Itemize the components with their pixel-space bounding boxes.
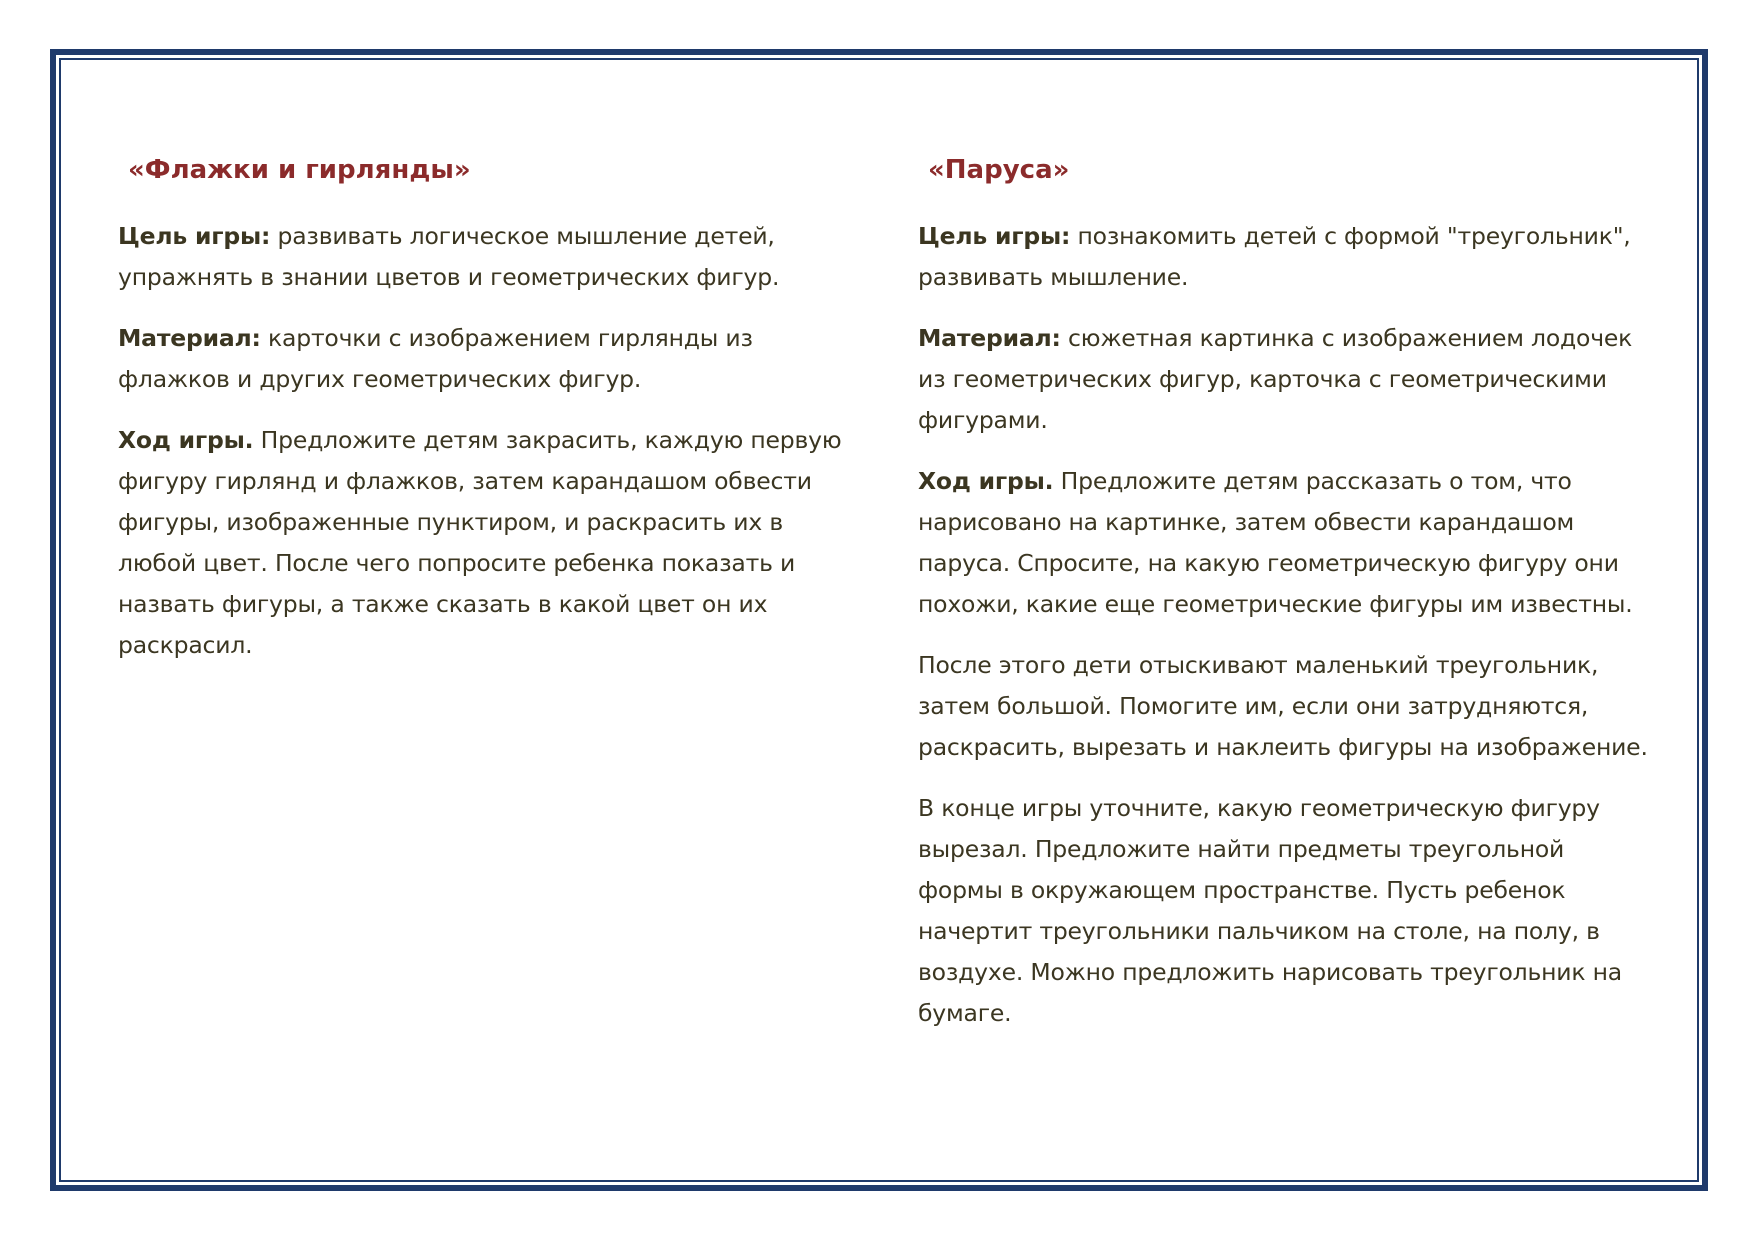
process-text: Предложите детям рассказать о том, что нарисовано на картинке, затем обвести карандашом паруса. Спросите, на какую геометрическую фигуру они похожи, какие еще геометрические фигуры им известны.	[918, 467, 1633, 618]
game-paragraph: После этого дети отыскивают маленький треугольник, затем большой. Помогите им, если они затрудняются, раскрасить, вырезать и наклеить фигуры на изображение.	[918, 651, 1648, 761]
goal-text: познакомить детей с формой "треугольник", развивать мышление.	[918, 222, 1631, 291]
game-goal	[118, 216, 858, 298]
material-label: Материал:	[918, 324, 1061, 352]
process-label: Ход игры.	[918, 467, 1054, 495]
goal-label: Цель игры:	[118, 222, 271, 250]
material-text: карточки с изображением гирлянды из флажков и других геометрических фигур.	[118, 324, 753, 393]
game-process	[118, 420, 858, 666]
game-goal	[918, 216, 1648, 298]
game-title: «Паруса»	[928, 155, 1070, 185]
game-card-sails	[918, 150, 1648, 1054]
material-text: сюжетная картинка с изображением лодочек из геометрических фигур, карточка с геометрическими фигурами.	[918, 324, 1633, 434]
process-label: Ход игры.	[118, 426, 254, 454]
process-text: Предложите детям закрасить, каждую первую фигуру гирлянд и флажков, затем карандашом обвести фигуры, изображенные пунктиром, и раскрасить их в любой цвет. После чего попросите ребенка показать и назвать фигуры, а также сказать в какой цвет он их раскрасил.	[118, 426, 842, 659]
goal-label: Цель игры:	[918, 222, 1071, 250]
material-label: Материал:	[118, 324, 261, 352]
game-title: «Флажки и гирлянды»	[128, 155, 471, 185]
game-material	[918, 318, 1648, 441]
game-process	[918, 461, 1648, 625]
goal-text: развивать логическое мышление детей, упражнять в знании цветов и геометрических фигур.	[118, 222, 780, 291]
game-material	[118, 318, 858, 400]
game-paragraph: В конце игры уточните, какую геометрическую фигуру вырезал. Предложите найти предметы треугольной формы в окружающем пространстве. Пусть ребенок начертит треугольники пальчиком на столе, на полу, в воздухе. Можно предложить нарисовать треугольник на бумаге.	[918, 794, 1623, 1027]
game-card-flags	[118, 150, 858, 686]
